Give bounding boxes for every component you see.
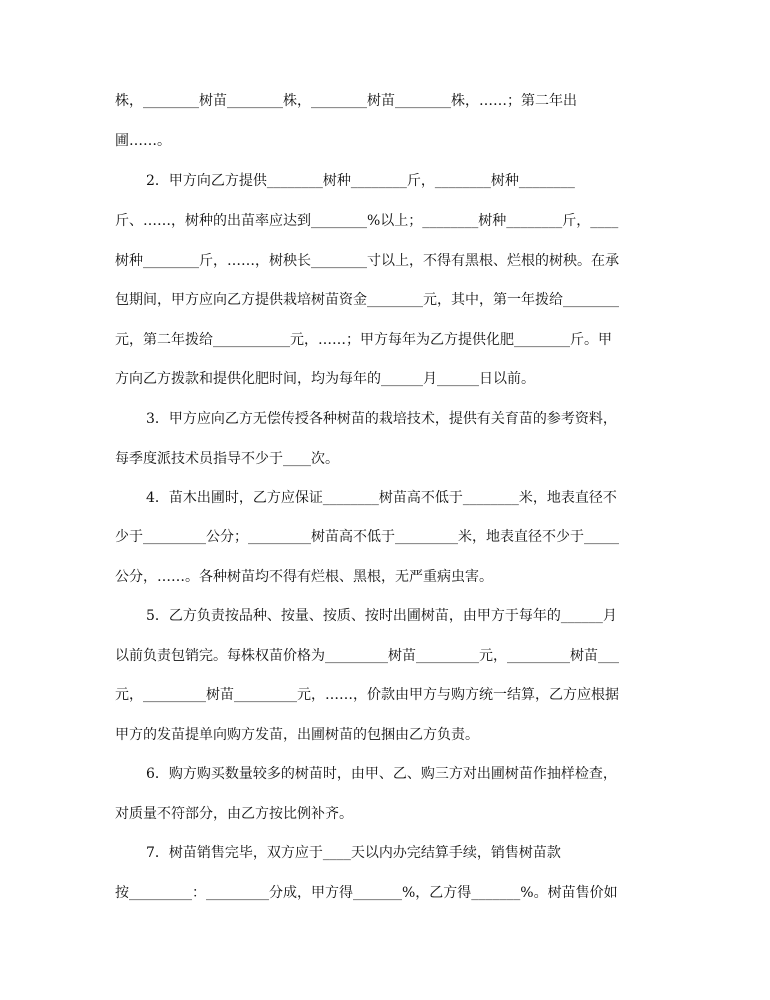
text-line: 树种________斤，……，树秧长________寸以上，不得有黑根、烂根的树秧。在承 bbox=[115, 253, 619, 269]
text-line: 圃……。 bbox=[115, 133, 171, 149]
text-line: 对质量不符部分，由乙方按比例补齐。 bbox=[115, 806, 353, 822]
clause-2-line: 2．甲方向乙方提供________树种________斤，________树种________ bbox=[146, 173, 575, 189]
clause-5-line: 5．乙方负责按品种、按量、按质、按时出圃树苗，由甲方于每年的______月 bbox=[146, 608, 617, 624]
text-line: 公分，……。各种树苗均不得有烂根、黑根，无严重病虫害。 bbox=[115, 569, 493, 585]
text-line: 方向乙方拨款和提供化肥时间，均为每年的______月______日以前。 bbox=[115, 371, 535, 387]
text-line: 元，第二年拨给___________元，……；甲方每年为乙方提供化肥________斤。甲 bbox=[115, 332, 612, 348]
text-line: 斤、……，树种的出苗率应达到________%以上；________树种________斤，____ bbox=[115, 213, 619, 229]
clause-7-line: 7．树苗销售完毕，双方应于____天以内办完结算手续，销售树苗款 bbox=[146, 845, 561, 861]
text-line: 以前负责包销完。每株权苗价格为_________树苗_________元，_________树苗___ bbox=[115, 648, 619, 664]
clause-6-line: 6．购方购买数量较多的树苗时，由甲、乙、购三方对出圃树苗作抽样检查， bbox=[146, 766, 617, 782]
text-line: 按_________：_________分成，甲方得_______%，乙方得_______%。树苗售价如 bbox=[115, 885, 618, 901]
clause-3-line: 3．甲方应向乙方无偿传授各种树苗的栽培技术，提供有关育苗的参考资料， bbox=[146, 411, 617, 427]
text-line: 元，_________树苗_________元，……，价款由甲方与购方统一结算，乙方应根据 bbox=[115, 687, 619, 703]
text-line: 包期间，甲方应向乙方提供栽培树苗资金________元，其中，第一年拨给________ bbox=[115, 292, 619, 308]
text-line: 少于_________公分；_________树苗高不低于_________米，地表直径不少于_____ bbox=[115, 529, 619, 545]
text-line: 株，________树苗________株，________树苗________株，……；第二年出 bbox=[115, 93, 577, 109]
text-line: 甲方的发苗提单向购方发苗，出圃树苗的包捆由乙方负责。 bbox=[115, 727, 479, 743]
text-line: 每季度派技术员指导不少于____次。 bbox=[115, 451, 339, 467]
clause-4-line: 4．苗木出圃时，乙方应保证________树苗高不低于________米，地表直径不 bbox=[146, 490, 617, 506]
